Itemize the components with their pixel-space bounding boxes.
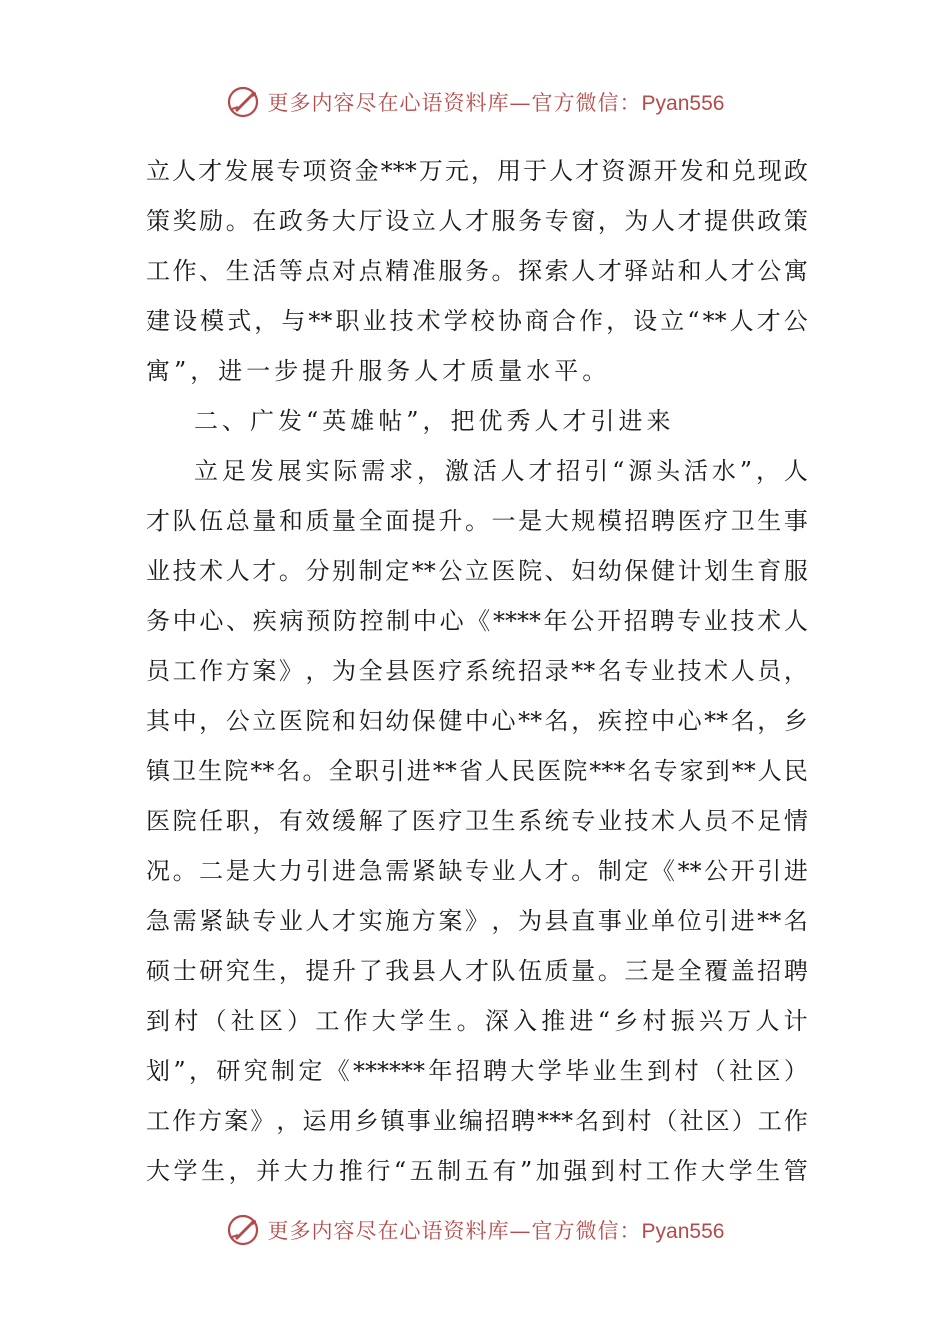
quill-logo-icon: [226, 1213, 260, 1247]
text-line: 大 学 生 ， 并 大 力 推 行 “ 五 制 五 有 ” 加 强 到 村 工 作 大 学 生 管: [146, 1157, 808, 1185]
text-line: 立 足 发 展 实 际 需 求 ， 激 活 人 才 招 引 “ 源 头 活 水 ” ， 人: [194, 457, 808, 485]
text-line: 其 中 ， 公 立 医 院 和 妇 幼 保 健 中 心 ** 名 ， 疾 控 中 心 ** 名 ， 乡: [146, 707, 808, 735]
banner-wechat-id: Pyan556: [641, 92, 725, 115]
document-body: [146, 146, 808, 1196]
text-line: 到 村 （ 社 区 ） 工 作 大 学 生 。 深 入 推 进 “ 乡 村 振 兴 万 人 计: [146, 1007, 808, 1035]
header-banner: [0, 82, 950, 122]
text-line: 工 作 、 生 活 等 点 对 点 精 准 服 务 。 探 索 人 才 驿 站 和 人 才 公 寓: [146, 257, 808, 285]
text-line: 医 院 任 职 ， 有 效 缓 解 了 医 疗 卫 生 系 统 专 业 技 术 人 员 不 足 情: [146, 807, 808, 835]
section-heading: 二、广发“英雄帖”，把优秀人才引进来: [194, 407, 675, 435]
text-line: 硕 士 研 究 生 ， 提 升 了 我 县 人 才 队 伍 质 量 。 三 是 全 覆 盖 招 聘: [146, 957, 808, 985]
text-line: 工 作 方 案 》 ， 运 用 乡 镇 事 业 编 招 聘 *** 名 到 村 （ 社 区 ） 工 作: [146, 1107, 808, 1135]
text-line: 况 。 二 是 大 力 引 进 急 需 紧 缺 专 业 人 才 。 制 定 《 ** 公 开 引 进: [146, 857, 808, 885]
text-line: 策 奖 励 。 在 政 务 大 厅 设 立 人 才 服 务 专 窗 ， 为 人 才 提 供 政 策: [146, 207, 808, 235]
banner-wechat-id: Pyan556: [641, 1220, 725, 1243]
banner-text: 更多内容尽在心语资料库—官方微信：Pyan556: [267, 1219, 725, 1243]
text-line: 寓”，进一步提升服务人才质量水平。: [146, 357, 611, 385]
text-line: 才 队 伍 总 量 和 质 量 全 面 提 升 。 一 是 大 规 模 招 聘 医 疗 卫 生 事: [146, 507, 808, 535]
text-line: 镇 卫 生 院 ** 名 。 全 职 引 进 ** 省 人 民 医 院 *** 名 专 家 到 ** 人 民: [146, 757, 808, 785]
text-line: 立 人 才 发 展 专 项 资 金 *** 万 元 ， 用 于 人 才 资 源 开 发 和 兑 现 政: [146, 157, 808, 185]
text-line: 员 工 作 方 案 》 ， 为 全 县 医 疗 系 统 招 录 ** 名 专 业 技 术 人 员 ，: [146, 657, 808, 685]
text-line: 务 中 心 、 疾 病 预 防 控 制 中 心 《 **** 年 公 开 招 聘 专 业 技 术 人: [146, 607, 808, 635]
banner-text: 更多内容尽在心语资料库—官方微信：Pyan556: [267, 91, 725, 115]
text-line: 建 设 模 式 ， 与 ** 职 业 技 术 学 校 协 商 合 作 ， 设 立 “ ** 人 才 公: [146, 307, 808, 335]
text-line: 业 技 术 人 才 。 分 别 制 定 ** 公 立 医 院 、 妇 幼 保 健 计 划 生 育 服: [146, 557, 808, 585]
quill-logo-icon: [226, 85, 260, 119]
footer-banner: [0, 1210, 950, 1250]
text-line: 急 需 紧 缺 专 业 人 才 实 施 方 案 》 ， 为 县 直 事 业 单 位 引 进 ** 名: [146, 907, 808, 935]
text-line: 划 ” ， 研 究 制 定 《 ****** 年 招 聘 大 学 毕 业 生 到 村 （ 社 区 ）: [146, 1057, 808, 1085]
